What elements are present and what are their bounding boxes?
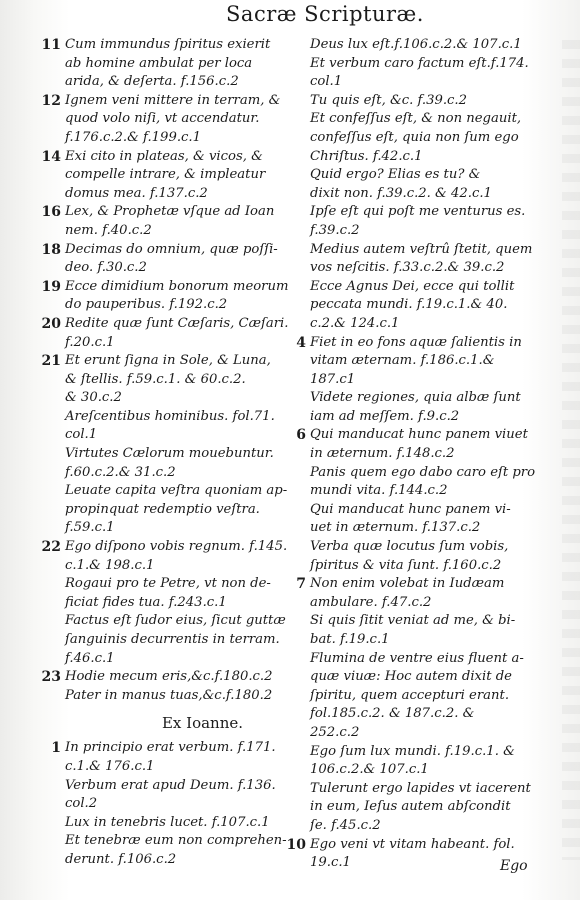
entry-line: col.1 (310, 74, 343, 90)
entry-line: Exi cito in plateas, & vicos, & (65, 148, 263, 164)
entry-line: Si quis ſitit veniat ad me, & bi- (310, 613, 516, 629)
entry-line: col.2 (65, 796, 98, 812)
entry-line: 19.c.1 (310, 855, 351, 871)
scripture-entry (41, 92, 300, 148)
entry-line: vos neſcitis. f.33.c.2.& 39.c.2 (310, 260, 505, 276)
entry-line: quod volo niſi, vt accendatur. (65, 111, 260, 127)
verse-number: 20 (41, 315, 61, 332)
verse-number: 10 (286, 836, 306, 853)
entry-line: & 30.c.2 (65, 390, 122, 406)
scripture-entry (310, 389, 548, 426)
page-title: Sacræ Scripturæ. (226, 2, 424, 26)
scripture-entry (65, 612, 300, 668)
scripture-entry (310, 650, 548, 743)
entry-line: Non enim volebat in Iudæam (310, 576, 505, 592)
entry-line: Chriſtus. f.42.c.1 (310, 148, 423, 164)
verse-number: 6 (296, 427, 306, 444)
scripture-entry (41, 352, 300, 408)
entry-line: in æternum. f.148.c.2 (310, 446, 455, 462)
entry-line: Ecce Agnus Dei, ecce qui tollit (310, 278, 515, 294)
entry-line: f.20.c.1 (65, 334, 115, 350)
entry-line: Ego ſum lux mundi. f.19.c.1. & (310, 743, 515, 759)
entry-line: iam ad meſſem. f.9.c.2 (310, 408, 460, 424)
scripture-entry (65, 777, 300, 814)
entry-line: In principio erat verbum. f.171. (65, 740, 276, 756)
scripture-entry (310, 166, 548, 203)
entry-line: Lex, & Prophetæ vſque ad Ioan (65, 204, 275, 220)
right-column (286, 36, 548, 873)
entry-line: deo. f.30.c.2 (65, 260, 147, 276)
entry-line: do pauperibus. f.192.c.2 (65, 297, 228, 313)
catchword: Ego (500, 858, 528, 874)
scripture-entry (41, 36, 300, 92)
entry-line: ſanguinis decurrentis in terram. (65, 632, 280, 647)
entry-line: Fiet in eo fons aquæ ſalientis in (310, 334, 522, 350)
scripture-entry (310, 743, 548, 780)
entry-line: uet in æternum. f.137.c.2 (310, 520, 481, 536)
show-through-texture (562, 40, 580, 860)
verse-number: 1 (51, 740, 61, 757)
verse-number: 23 (41, 669, 61, 686)
entry-line: Ego diſpono vobis regnum. f.145. (65, 539, 288, 555)
entry-line: c.2.& 124.c.1 (310, 315, 400, 331)
scripture-entry (296, 334, 548, 390)
scripture-entry (65, 832, 300, 869)
entry-line: Videte regiones, quia albæ ſunt (310, 390, 521, 406)
scripture-entry (310, 92, 548, 111)
entry-line: vitam æternam. f.186.c.1.& (310, 353, 495, 369)
scripture-entry (65, 445, 300, 482)
entry-line: ficiat fides tua. f.243.c.1 (65, 594, 227, 610)
entry-line: Deus lux eſt.f.106.c.2.& 107.c.1 (310, 37, 522, 52)
section-heading: Ex Ioanne. (161, 714, 244, 733)
scripture-entry (41, 278, 300, 315)
entry-line: Et erunt ſigna in Sole, & Luna, (65, 353, 271, 369)
entry-line: arida, & deſerta. f.156.c.2 (65, 74, 239, 90)
entry-line: ambulare. f.47.c.2 (310, 594, 432, 610)
entry-line: Rogaui pro te Petre, vt non de- (65, 576, 271, 592)
scripture-entry (65, 408, 300, 445)
verse-number: 18 (41, 241, 61, 258)
entry-line: Cum immundus ſpiritus exierit (65, 37, 271, 52)
scripture-entry (41, 668, 300, 687)
scripture-entry (310, 780, 548, 836)
entry-line: Verbum erat apud Deum. f.136. (65, 777, 276, 793)
verse-number: 12 (41, 92, 61, 109)
scripture-entry (41, 315, 300, 352)
entry-line: Redite quæ ſunt Cæſaris, Cæſari. (65, 315, 289, 331)
entry-line: Ignem veni mittere in terram, & (65, 92, 281, 108)
entry-line: 187.c1 (310, 371, 356, 387)
entry-line: ſpiritus & vita ſunt. f.160.c.2 (310, 557, 502, 573)
scripture-entry (41, 148, 300, 204)
entry-line: Et verbum caro factum eſt.f.174. (310, 55, 529, 71)
running-header (0, 2, 580, 26)
entry-line: Panis quem ego dabo caro eſt pro (310, 464, 536, 480)
entry-line: Pater in manus tuas,&c.f.180.2 (65, 687, 273, 703)
entry-line: Qui manducat hunc panem vi- (310, 501, 511, 517)
scripture-entry (310, 612, 548, 649)
entry-line: c.1.& 198.c.1 (65, 557, 155, 573)
entry-line: Qui manducat hunc panem viuet (310, 427, 528, 443)
verse-number: 7 (296, 576, 306, 593)
scripture-entry (296, 575, 548, 612)
entry-line: f.59.c.1 (65, 520, 115, 536)
entry-line: peccata mundi. f.19.c.1.& 40. (310, 297, 508, 313)
entry-line: Medius autem veſtrû ſtetit, quem (310, 241, 533, 257)
scripture-entry (310, 464, 548, 501)
scripture-entry (65, 575, 300, 612)
entry-line: 106.c.2.& 107.c.1 (310, 762, 429, 778)
left-column (41, 36, 300, 870)
entry-line: Quid ergo? Elias es tu? & (310, 167, 481, 183)
scripture-entry (310, 501, 548, 538)
entry-line: in eum, Ieſus autem abſcondit (310, 799, 511, 815)
entry-line: Decimas do omnium, quæ poſſi- (65, 241, 278, 257)
entry-line: ſpiritu, quem accepturi erant. (310, 687, 510, 703)
scripture-entry (65, 814, 300, 833)
entry-line: Ipſe eſt qui poſt me venturus es. (310, 204, 526, 220)
entry-line: f.46.c.1 (65, 650, 115, 666)
entry-line: Factus eſt ſudor eius, ſicut guttæ (65, 613, 286, 629)
verse-number: 11 (41, 37, 61, 53)
scripture-entry (41, 241, 300, 278)
entry-line: c.1.& 176.c.1 (65, 758, 155, 774)
verse-number: 16 (41, 204, 61, 221)
verse-number: 21 (41, 353, 61, 370)
scripture-entry (41, 538, 300, 575)
entry-line: f.176.c.2.& f.199.c.1 (65, 129, 201, 145)
entry-line: compelle intrare, & impleatur (65, 167, 266, 183)
entry-line: derunt. f.106.c.2 (65, 851, 177, 867)
entry-line: fol.185.c.2. & 187.c.2. & (310, 706, 475, 722)
entry-line: f.60.c.2.& 31.c.2 (65, 464, 176, 480)
entry-line: Et confeſſus eſt, & non negauit, (310, 111, 522, 127)
entry-line: ſe. f.45.c.2 (310, 817, 381, 833)
scripture-entry (65, 687, 300, 706)
entry-line: Ecce dimidium bonorum meorum (65, 278, 289, 294)
entry-line: propinquat redemptio veſtra. (65, 501, 260, 517)
entry-line: Hodie mecum eris,&c.f.180.c.2 (65, 669, 273, 685)
entry-line: f.39.c.2 (310, 222, 360, 238)
scripture-entry (65, 482, 300, 538)
entry-line: nem. f.40.c.2 (65, 222, 152, 238)
scripture-entry (41, 203, 300, 240)
entry-line: Et tenebræ eum non comprehen- (65, 833, 287, 849)
entry-line: ab homine ambulat per loca (65, 55, 253, 71)
entry-line: domus mea. f.137.c.2 (65, 185, 208, 201)
entry-line: dixit non. f.39.c.2. & 42.c.1 (310, 185, 492, 201)
verse-number: 14 (41, 148, 61, 165)
scripture-entry (296, 426, 548, 463)
verse-number: 22 (41, 539, 61, 556)
verse-number: 4 (296, 334, 306, 351)
scripture-entry (310, 278, 548, 334)
entry-line: quæ viuæ: Hoc autem dixit de (310, 669, 512, 685)
scripture-entry (310, 203, 548, 240)
entry-line: Areſcentibus hominibus. fol.71. (65, 408, 275, 424)
entry-line: Flumina de ventre eius fluent a- (310, 650, 524, 666)
entry-line: Virtutes Cælorum mouebuntur. (65, 446, 274, 462)
scripture-entry (310, 538, 548, 575)
scripture-entry (310, 241, 548, 278)
entry-line: bat. f.19.c.1 (310, 632, 390, 647)
entry-line: mundi vita. f.144.c.2 (310, 483, 448, 499)
entry-line: Tulerunt ergo lapides vt iacerent (310, 780, 531, 796)
entry-line: Ego veni vt vitam habeant. fol. (310, 836, 515, 852)
entry-line: Leuate capita veſtra quoniam ap- (65, 483, 288, 499)
entry-line: Verba quæ locutus ſum vobis, (310, 539, 509, 555)
entry-line: col.1 (65, 427, 98, 443)
verse-number: 19 (41, 278, 61, 295)
scripture-entry (310, 36, 548, 92)
entry-line: Tu quis eſt, &c. f.39.c.2 (310, 92, 468, 108)
scripture-entry (51, 739, 300, 776)
entry-line: confeſſus eſt, quia non ſum ego (310, 129, 519, 145)
entry-line: 252.c.2 (310, 724, 360, 740)
entry-line: Lux in tenebris lucet. f.107.c.1 (65, 814, 270, 830)
entry-line: & ſtellis. f.59.c.1. & 60.c.2. (65, 371, 246, 387)
scripture-entry (310, 110, 548, 166)
